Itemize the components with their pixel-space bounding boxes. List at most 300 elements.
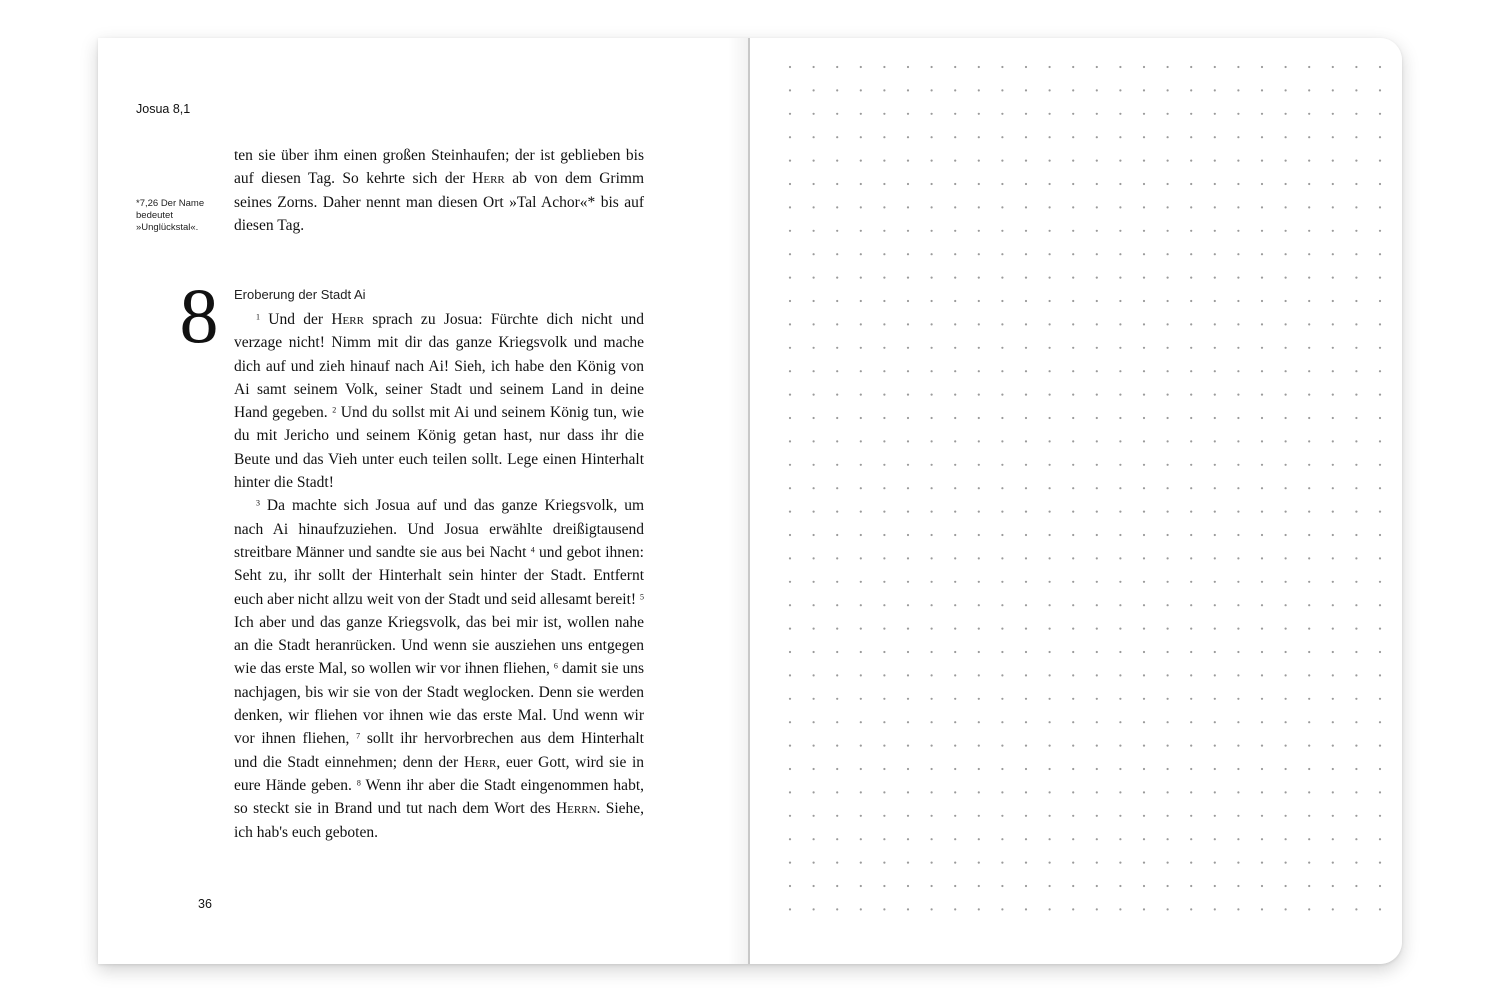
grid-dot — [883, 136, 885, 138]
grid-dot — [1143, 136, 1145, 138]
grid-dot — [931, 417, 933, 419]
grid-dot — [860, 862, 862, 864]
grid-dot — [954, 628, 956, 630]
grid-dot — [836, 113, 838, 115]
grid-dot — [860, 417, 862, 419]
grid-dot — [1096, 253, 1098, 255]
grid-dot — [836, 674, 838, 676]
grid-dot — [1001, 534, 1003, 536]
grid-dot — [883, 651, 885, 653]
grid-dot — [978, 674, 980, 676]
grid-dot — [836, 511, 838, 513]
grid-dot — [860, 440, 862, 442]
grid-dot — [1119, 66, 1121, 68]
grid-dot — [1308, 721, 1310, 723]
grid-dot — [1143, 721, 1145, 723]
grid-dot — [1001, 511, 1003, 513]
grid-dot — [1285, 885, 1287, 887]
grid-dot — [813, 791, 815, 793]
grid-dot — [1049, 487, 1051, 489]
grid-dot — [1119, 534, 1121, 536]
grid-dot — [1143, 347, 1145, 349]
grid-dot — [907, 511, 909, 513]
grid-dot — [1355, 604, 1357, 606]
grid-dot — [1214, 160, 1216, 162]
grid-dot — [836, 206, 838, 208]
grid-dot — [1285, 464, 1287, 466]
grid-dot — [1072, 511, 1074, 513]
grid-dot — [1285, 183, 1287, 185]
grid-dot — [1143, 487, 1145, 489]
grid-dot — [1261, 581, 1263, 583]
grid-dot — [883, 815, 885, 817]
grid-dot — [1355, 206, 1357, 208]
grid-dot — [1379, 721, 1381, 723]
grid-dot — [1143, 581, 1145, 583]
grid-dot — [1049, 323, 1051, 325]
grid-dot — [1001, 721, 1003, 723]
grid-dot — [836, 791, 838, 793]
grid-dot — [1096, 745, 1098, 747]
grid-dot — [1119, 745, 1121, 747]
grid-dot — [1261, 230, 1263, 232]
grid-dot — [978, 628, 980, 630]
grid-dot — [1379, 440, 1381, 442]
grid-dot — [954, 440, 956, 442]
grid-dot — [1261, 464, 1263, 466]
grid-dot — [1261, 768, 1263, 770]
grid-dot — [1332, 277, 1334, 279]
grid-dot — [954, 370, 956, 372]
grid-dot — [1285, 347, 1287, 349]
grid-dot — [789, 721, 791, 723]
grid-dot — [978, 417, 980, 419]
grid-dot — [1237, 604, 1239, 606]
grid-dot — [978, 557, 980, 559]
grid-dot — [1214, 745, 1216, 747]
grid-dot — [860, 206, 862, 208]
intro-paragraph — [234, 144, 644, 237]
grid-dot — [1119, 721, 1121, 723]
grid-dot — [1379, 768, 1381, 770]
grid-dot — [1119, 417, 1121, 419]
grid-dot — [1237, 253, 1239, 255]
grid-dot — [1190, 557, 1192, 559]
grid-dot — [1190, 464, 1192, 466]
verse-text: , euer Gott, wird sie in eure Hände geben. — [234, 753, 645, 794]
grid-dot — [860, 89, 862, 91]
grid-dot — [931, 370, 933, 372]
grid-dot — [1072, 136, 1074, 138]
grid-dot — [1072, 534, 1074, 536]
grid-dot — [883, 628, 885, 630]
grid-dot — [1167, 253, 1169, 255]
grid-dot — [1237, 487, 1239, 489]
grid-dot — [978, 230, 980, 232]
grid-dot — [1072, 230, 1074, 232]
grid-dot — [1308, 557, 1310, 559]
grid-dot — [1190, 206, 1192, 208]
grid-dot — [1285, 394, 1287, 396]
grid-dot — [1190, 183, 1192, 185]
grid-dot — [907, 628, 909, 630]
right-page-dot-grid — [750, 38, 1402, 964]
grid-dot — [1049, 417, 1051, 419]
grid-dot — [907, 113, 909, 115]
grid-dot — [860, 277, 862, 279]
grid-dot — [907, 838, 909, 840]
running-head: Josua 8,1 — [136, 102, 191, 116]
verse-number: 1 — [256, 312, 260, 322]
grid-dot — [1332, 136, 1334, 138]
grid-dot — [860, 113, 862, 115]
grid-dot — [1001, 300, 1003, 302]
grid-dot — [860, 885, 862, 887]
grid-dot — [1096, 511, 1098, 513]
grid-dot — [1214, 511, 1216, 513]
grid-dot — [1308, 253, 1310, 255]
grid-dot — [1143, 651, 1145, 653]
grid-dot — [1379, 628, 1381, 630]
grid-dot — [883, 440, 885, 442]
grid-dot — [1167, 838, 1169, 840]
grid-dot — [1261, 253, 1263, 255]
grid-dot — [1167, 768, 1169, 770]
grid-dot — [836, 604, 838, 606]
grid-dot — [1190, 511, 1192, 513]
grid-dot — [789, 791, 791, 793]
grid-dot — [1332, 113, 1334, 115]
grid-dot — [1261, 815, 1263, 817]
grid-dot — [1001, 464, 1003, 466]
grid-dot — [789, 581, 791, 583]
grid-dot — [1167, 183, 1169, 185]
grid-dot — [1096, 230, 1098, 232]
grid-dot — [931, 581, 933, 583]
grid-dot — [813, 370, 815, 372]
grid-dot — [931, 908, 933, 910]
grid-dot — [1261, 651, 1263, 653]
grid-dot — [1379, 230, 1381, 232]
grid-dot — [883, 300, 885, 302]
grid-dot — [1285, 908, 1287, 910]
verse-text: sprach zu Josua: Fürchte dich nicht und verzage nicht! Nimm mit dir das ganze Kriegsvolk und mache dich auf und zieh hinauf nach Ai! Sieh, ich habe den König von Ai samt seinem Volk, seiner Stadt und seinem Land in deine Hand gegeben. — [234, 311, 644, 422]
grid-dot — [1237, 206, 1239, 208]
grid-dot — [1190, 89, 1192, 91]
grid-dot — [1214, 674, 1216, 676]
grid-dot — [1379, 417, 1381, 419]
grid-dot — [1025, 417, 1027, 419]
grid-dot — [883, 721, 885, 723]
grid-dot — [1261, 66, 1263, 68]
grid-dot — [789, 183, 791, 185]
verse-number: 5 — [640, 592, 644, 602]
grid-dot — [978, 745, 980, 747]
grid-dot — [1143, 745, 1145, 747]
grid-dot — [883, 347, 885, 349]
grid-dot — [1072, 651, 1074, 653]
grid-dot — [931, 160, 933, 162]
grid-dot — [1001, 370, 1003, 372]
grid-dot — [1379, 698, 1381, 700]
grid-dot — [978, 651, 980, 653]
grid-dot — [1072, 745, 1074, 747]
grid-dot — [1143, 230, 1145, 232]
grid-dot — [860, 300, 862, 302]
grid-dot — [860, 557, 862, 559]
grid-dot — [836, 370, 838, 372]
grid-dot — [1167, 464, 1169, 466]
grid-dot — [813, 230, 815, 232]
grid-dot — [813, 253, 815, 255]
grid-dot — [1096, 370, 1098, 372]
grid-dot — [931, 136, 933, 138]
grid-dot — [954, 160, 956, 162]
grid-dot — [813, 908, 815, 910]
chapter-body — [234, 308, 644, 844]
grid-dot — [1237, 768, 1239, 770]
grid-dot — [954, 534, 956, 536]
grid-dot — [1308, 862, 1310, 864]
grid-dot — [1025, 464, 1027, 466]
grid-dot — [1214, 300, 1216, 302]
grid-dot — [789, 113, 791, 115]
grid-dot — [1025, 347, 1027, 349]
grid-dot — [1001, 674, 1003, 676]
grid-dot — [1001, 791, 1003, 793]
grid-dot — [1285, 66, 1287, 68]
grid-dot — [931, 253, 933, 255]
grid-dot — [860, 394, 862, 396]
grid-dot — [1355, 464, 1357, 466]
divine-name-small-caps: Herrn — [555, 800, 597, 818]
grid-dot — [1119, 581, 1121, 583]
grid-dot — [1332, 417, 1334, 419]
grid-dot — [836, 721, 838, 723]
grid-dot — [1049, 721, 1051, 723]
grid-dot — [883, 113, 885, 115]
grid-dot — [1190, 394, 1192, 396]
grid-dot — [1379, 838, 1381, 840]
grid-dot — [883, 885, 885, 887]
grid-dot — [1332, 394, 1334, 396]
grid-dot — [1072, 253, 1074, 255]
grid-dot — [1072, 721, 1074, 723]
grid-dot — [907, 885, 909, 887]
grid-dot — [789, 908, 791, 910]
grid-dot — [860, 66, 862, 68]
grid-dot — [1332, 347, 1334, 349]
grid-dot — [860, 745, 862, 747]
grid-dot — [860, 674, 862, 676]
grid-dot — [860, 604, 862, 606]
grid-dot — [1285, 113, 1287, 115]
grid-dot — [883, 464, 885, 466]
grid-dot — [1308, 277, 1310, 279]
grid-dot — [907, 674, 909, 676]
grid-dot — [1167, 277, 1169, 279]
grid-dot — [1214, 183, 1216, 185]
grid-dot — [1049, 206, 1051, 208]
verse-text: . Siehe, ich hab's euch geboten. — [234, 800, 645, 841]
grid-dot — [1025, 862, 1027, 864]
grid-dot — [1119, 651, 1121, 653]
grid-dot — [1355, 136, 1357, 138]
grid-dot — [883, 511, 885, 513]
grid-dot — [1285, 674, 1287, 676]
grid-dot — [1096, 440, 1098, 442]
grid-dot — [1167, 300, 1169, 302]
grid-dot — [1237, 347, 1239, 349]
grid-dot — [1190, 745, 1192, 747]
grid-dot — [1237, 300, 1239, 302]
grid-dot — [813, 815, 815, 817]
grid-dot — [931, 464, 933, 466]
grid-dot — [1332, 440, 1334, 442]
grid-dot — [1025, 628, 1027, 630]
grid-dot — [1261, 557, 1263, 559]
grid-dot — [954, 651, 956, 653]
grid-dot — [789, 534, 791, 536]
grid-dot — [978, 323, 980, 325]
grid-dot — [907, 300, 909, 302]
grid-dot — [1355, 838, 1357, 840]
grid-dot — [883, 394, 885, 396]
grid-dot — [1119, 230, 1121, 232]
grid-dot — [1379, 89, 1381, 91]
grid-dot — [1096, 651, 1098, 653]
grid-dot — [1190, 721, 1192, 723]
grid-dot — [1332, 651, 1334, 653]
grid-dot — [1332, 230, 1334, 232]
grid-dot — [1214, 838, 1216, 840]
grid-dot — [931, 183, 933, 185]
grid-dot — [1119, 464, 1121, 466]
grid-dot — [1214, 581, 1216, 583]
grid-dot — [1072, 370, 1074, 372]
grid-dot — [1308, 674, 1310, 676]
grid-dot — [789, 230, 791, 232]
grid-dot — [907, 768, 909, 770]
grid-dot — [954, 745, 956, 747]
grid-dot — [813, 347, 815, 349]
grid-dot — [931, 534, 933, 536]
grid-dot — [1167, 370, 1169, 372]
grid-dot — [907, 136, 909, 138]
grid-dot — [978, 183, 980, 185]
grid-dot — [1214, 487, 1216, 489]
grid-dot — [1285, 417, 1287, 419]
grid-dot — [1261, 721, 1263, 723]
grid-dot — [1214, 628, 1216, 630]
grid-dot — [1332, 604, 1334, 606]
grid-dot — [883, 323, 885, 325]
grid-dot — [1190, 66, 1192, 68]
grid-dot — [1119, 160, 1121, 162]
grid-dot — [1119, 113, 1121, 115]
grid-dot — [1096, 66, 1098, 68]
grid-dot — [1308, 628, 1310, 630]
grid-dot — [813, 862, 815, 864]
grid-dot — [907, 394, 909, 396]
grid-dot — [1214, 370, 1216, 372]
grid-dot — [860, 230, 862, 232]
grid-dot — [1096, 604, 1098, 606]
grid-dot — [1167, 230, 1169, 232]
grid-dot — [907, 557, 909, 559]
grid-dot — [1379, 160, 1381, 162]
grid-dot — [813, 628, 815, 630]
grid-dot — [1332, 464, 1334, 466]
grid-dot — [978, 89, 980, 91]
grid-dot — [954, 277, 956, 279]
grid-dot — [1355, 160, 1357, 162]
grid-dot — [1119, 487, 1121, 489]
grid-dot — [1285, 253, 1287, 255]
grid-dot — [1285, 160, 1287, 162]
verse-text: Wenn ihr aber die Stadt eingenommen habt, so steckt sie in Brand und tut nach dem Wort des — [234, 776, 644, 818]
grid-dot — [883, 89, 885, 91]
grid-dot — [907, 206, 909, 208]
grid-dot — [836, 745, 838, 747]
grid-dot — [1119, 370, 1121, 372]
grid-dot — [1096, 862, 1098, 864]
grid-dot — [931, 838, 933, 840]
grid-dot — [1308, 136, 1310, 138]
grid-dot — [1072, 885, 1074, 887]
gutter-shadow — [728, 38, 748, 964]
grid-dot — [1143, 300, 1145, 302]
grid-dot — [1167, 862, 1169, 864]
grid-dot — [789, 511, 791, 513]
grid-dot — [978, 838, 980, 840]
grid-dot — [1025, 277, 1027, 279]
grid-dot — [789, 628, 791, 630]
grid-dot — [978, 862, 980, 864]
grid-dot — [907, 862, 909, 864]
grid-dot — [1379, 862, 1381, 864]
grid-dot — [931, 768, 933, 770]
grid-dot — [1025, 651, 1027, 653]
grid-dot — [1096, 885, 1098, 887]
grid-dot — [1025, 300, 1027, 302]
grid-dot — [1167, 628, 1169, 630]
grid-dot — [1049, 862, 1051, 864]
divine-name-small-caps: Herr — [472, 170, 505, 188]
grid-dot — [978, 206, 980, 208]
grid-dot — [1285, 815, 1287, 817]
grid-dot — [1025, 253, 1027, 255]
grid-dot — [1379, 253, 1381, 255]
grid-dot — [1143, 370, 1145, 372]
grid-dot — [813, 464, 815, 466]
grid-dot — [860, 160, 862, 162]
chapter-number: 8 — [179, 272, 219, 359]
grid-dot — [1001, 768, 1003, 770]
grid-dot — [1143, 768, 1145, 770]
grid-dot — [1001, 417, 1003, 419]
grid-dot — [1261, 487, 1263, 489]
grid-dot — [954, 838, 956, 840]
grid-dot — [1355, 394, 1357, 396]
grid-dot — [1308, 440, 1310, 442]
grid-dot — [1119, 791, 1121, 793]
grid-dot — [1355, 370, 1357, 372]
grid-dot — [836, 253, 838, 255]
grid-dot — [1001, 815, 1003, 817]
grid-dot — [1072, 862, 1074, 864]
grid-dot — [1261, 394, 1263, 396]
